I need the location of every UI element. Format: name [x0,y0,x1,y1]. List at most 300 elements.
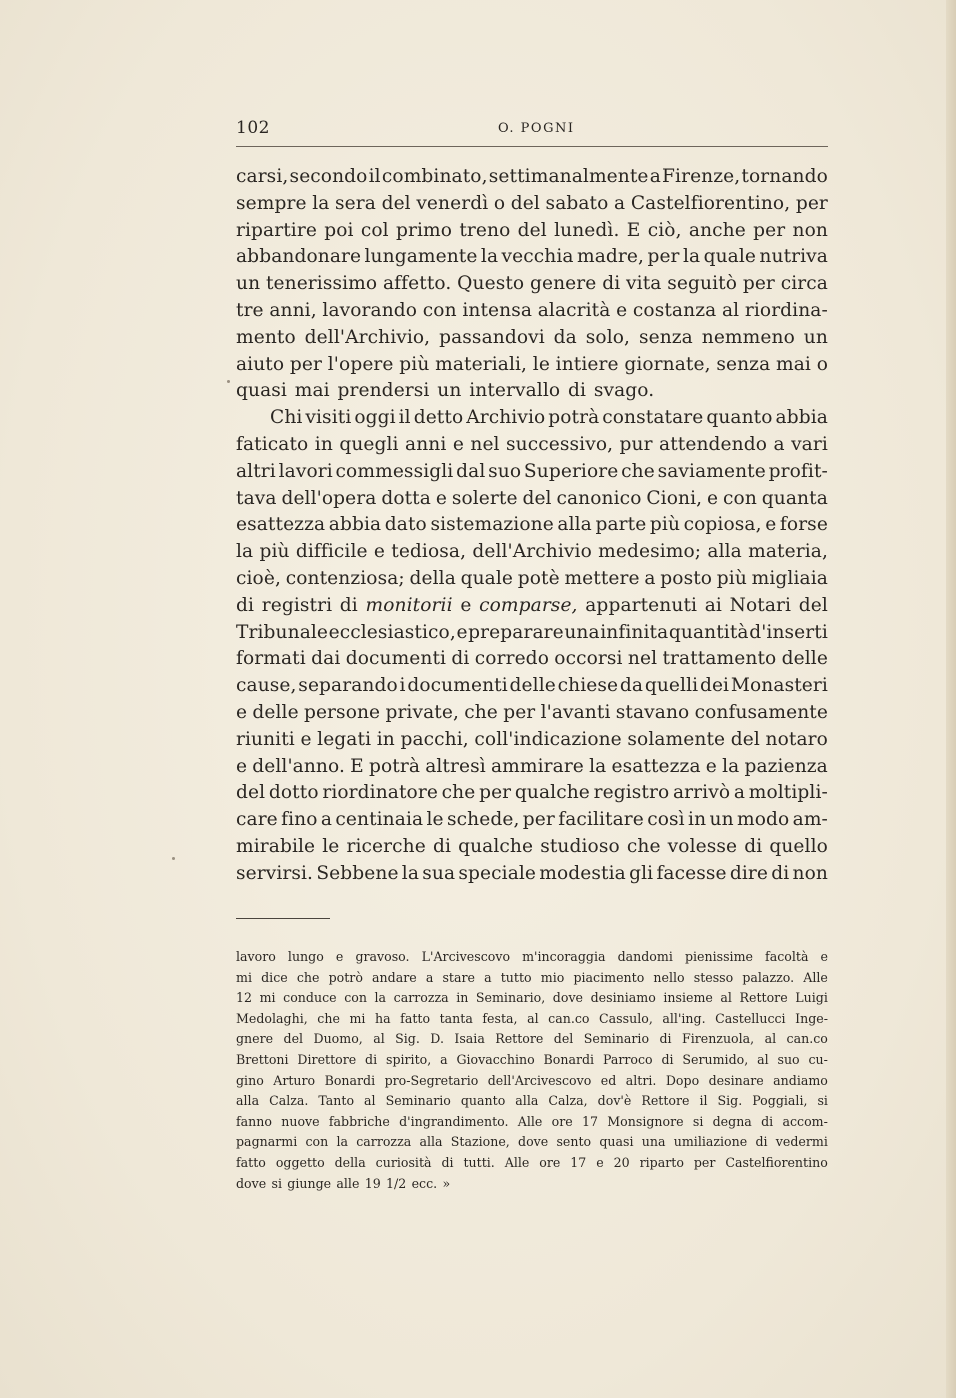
body-word: mirabile [236,835,316,857]
body-word: i [399,675,406,697]
body-word: giornate, [624,353,711,375]
footnote-word: carrozza [393,990,449,1006]
footnote-word: umiliazione [673,1134,748,1150]
footnote-line [236,1174,828,1195]
body-word: am- [792,809,828,831]
footnote-word: vedermi [775,1134,828,1150]
body-word: un [709,809,734,831]
footnote-word: dell'Arcivescovo [487,1072,592,1088]
footnote-word: pagnarmi [236,1134,298,1150]
body-word: e [236,701,248,723]
body-word: svago. [593,380,655,402]
footnote-word: suo [777,1051,800,1067]
body-word: che [626,835,661,857]
footnote-word: Luigi [795,990,828,1006]
footnote-word: stare [442,969,475,985]
body-line [236,432,828,459]
footnote-word: dove [236,1175,267,1191]
footnote-word: D. [430,1031,444,1047]
footnote-word: Alle [504,1154,530,1170]
body-word: esattezza [236,514,326,536]
body-word: vecchia [501,246,574,268]
body-word: circa [780,273,828,295]
footnote-word: tanta [439,1010,473,1026]
footnote-word: tutto [500,969,532,985]
body-word: lungamente [364,246,478,268]
body-word: e [452,433,464,455]
footnote-word: Isaia [454,1031,485,1047]
body-word: dei [699,675,730,697]
body-word: di [451,648,470,670]
footnote-word: al [720,990,732,1006]
body-word: da [619,675,644,697]
body-word: contenziosa; [285,567,405,589]
body-word: tornando [741,166,828,187]
body-word: una [564,621,600,643]
body-word: cause, [236,675,297,697]
body-word: dire [729,862,769,884]
footnote-word: la [336,1134,349,1150]
body-word: la [589,755,607,777]
body-word: arrivò [673,782,731,804]
body-word: coll'indicazione [474,728,622,750]
body-word: la [401,862,420,884]
body-word: solo, [585,326,631,348]
footnote-word: insieme [663,990,713,1006]
body-word: forse [779,514,828,536]
body-word: nutriva [759,246,828,268]
body-word: di [339,594,358,616]
body-line [236,164,828,191]
footnote-word: mi [259,990,276,1006]
body-word: e [460,594,472,616]
footnote-word: tutti. [463,1154,495,1170]
footnote-word: Arturo [273,1072,316,1088]
body-word: sistemazione [430,514,554,536]
footnote-word: Inge- [795,1010,828,1026]
footnote-word: Alle [517,1113,543,1129]
footnote-word: nuove [281,1113,320,1129]
body-word: più [399,353,430,375]
body-word: le [426,809,444,831]
body-word: mettere [564,567,640,589]
body-word: e [300,728,312,750]
footnote-word: Dopo [665,1072,700,1088]
body-word: saviamente [657,460,766,482]
body-word: dal [456,460,486,482]
body-word: nel [470,433,500,455]
body-word: confusamente [694,701,828,723]
body-word: potrà [369,755,421,777]
body-word: di [602,273,621,295]
body-word: alla [707,541,742,563]
body-line [236,218,828,245]
footnote-word: fatto [400,1010,431,1026]
footnote-word: L'Arcivescovo [421,949,511,964]
body-word: copiosa, [683,514,762,536]
body-word: occorsi [554,648,623,670]
body-line [236,646,828,673]
footnote-word: Sig. [717,1093,743,1109]
body-word: quello [769,835,828,857]
body-line [236,780,828,807]
body-word: del [730,728,760,750]
footnote-word: ecc. [411,1175,438,1191]
header-rule [236,146,828,147]
body-word: sua [422,862,456,884]
body-word: gli [629,862,654,884]
body-word: quegli [339,433,399,455]
footnote-word: conduce [283,990,337,1006]
footnote-word: al [364,1093,376,1109]
body-word: lavorando [322,299,418,321]
body-word: tre [236,299,264,321]
footnote-word: all'ing. [662,1010,706,1026]
body-word: ai [704,594,722,616]
footnote-word: alla [515,1093,539,1109]
footnote-word: Brettoni [236,1051,289,1067]
footnote-word: si [817,1093,828,1109]
footnote-word: con [344,990,367,1006]
body-word: stavano [615,701,690,723]
body-line [236,700,828,727]
footnote-word: facoltà [765,949,809,964]
footnote-word: can.co [786,1031,828,1047]
footnote-word: alla [419,1134,443,1150]
body-word: Castelfiorentino, [630,192,791,214]
body-word: tava [236,487,277,509]
body-line [236,459,828,486]
footnote-word: alla [236,1093,260,1109]
body-word: private, [385,701,459,723]
footnote-word: Bonardi [324,1072,376,1088]
footnote-word: di [755,1134,768,1150]
body-word: anche [688,219,746,241]
footnote-word: al [764,1031,777,1047]
body-word: anni [405,433,447,455]
footnote-word: mi [349,1010,366,1026]
body-word: affetto. [383,273,452,295]
body-word: per [795,192,828,214]
body-word: altresì [425,755,486,777]
body-word: o [816,353,828,375]
footnote-word: andiamo [773,1072,828,1088]
body-word: facesse [656,862,727,884]
body-line [236,861,828,888]
footnote-word: e [596,1154,604,1170]
body-word: qualche [458,835,534,857]
body-line [236,539,828,566]
footnote-word: di [365,1051,378,1067]
footnote-word: dove [552,990,584,1006]
body-word: studioso [540,835,620,857]
body-word: altri [236,460,276,482]
body-word: la [722,755,740,777]
body-word: attendendo [659,433,768,455]
body-word: esattezza [611,755,701,777]
body-word: corredo [474,648,549,670]
footnote-word: d'ingrandimento. [399,1113,509,1129]
body-word: dai [311,648,341,670]
footnote-word: Alle [803,969,828,985]
footnote-word: palazzo. [742,969,795,985]
body-word: genere [530,273,597,295]
body-word: Tribunale [236,621,329,643]
body-word: separando [298,675,398,697]
body-word: documenti [407,675,508,697]
footnote-word: Medolaghi, [236,1010,308,1026]
body-word: quelli [644,675,699,697]
footnote-word: potrò [328,969,363,985]
footnote-word: mi [236,969,252,985]
body-word: volesse [667,835,738,857]
body-word: la [236,541,254,563]
footnote-word: di [661,1051,674,1067]
footnote-word: gnere [236,1031,274,1047]
footnote-word: dov'è [597,1093,632,1109]
body-word: centinaia [335,809,424,831]
body-word: dell'opera [281,487,377,509]
body-word: lunedì. [554,219,620,241]
body-word: la [312,192,330,214]
body-word: per [479,782,512,804]
body-word: la [480,246,499,268]
body-word: per [522,809,555,831]
body-word: per [742,273,775,295]
footnote-word: Bonardi [543,1051,595,1067]
footnote-word: 19 [364,1175,381,1191]
body-word: o [493,192,506,214]
body-word: senza [716,353,771,375]
footnote-word: 1/2 [386,1175,407,1191]
body-line [236,754,828,781]
body-word: materia, [748,541,828,563]
footnote-word: gino [236,1072,264,1088]
body-line [236,807,828,834]
body-word: modo [736,809,790,831]
body-word: col [360,219,389,241]
body-line [236,352,828,379]
body-word: in [376,728,395,750]
footnote-word: 17 [570,1154,587,1170]
body-word: di [567,380,587,402]
body-word: detto [413,407,464,429]
body-word: nel [627,648,658,670]
body-word: alacrità [537,299,611,321]
footnote-word: 12 [236,990,253,1006]
footnote-word: del [553,1031,574,1047]
body-word: ricerche [346,835,426,857]
body-word: a [649,166,661,187]
body-word: delle [509,675,556,697]
body-word: in [688,809,707,831]
running-head: O. POGNI [498,121,575,136]
footnote-word: m'incoraggia [522,949,606,964]
body-word: da [553,326,577,348]
body-word: alla [557,514,592,536]
footnote-word: 20 [613,1154,630,1170]
body-word: delle [252,701,299,723]
footnote-word: ore [539,1154,561,1170]
body-word: documenti [345,648,447,670]
footnote-text [236,947,828,1194]
body-word: Chi [270,407,303,429]
footnote-word: Direttore [297,1051,357,1067]
body-word: e [707,487,719,509]
body-word: e [765,514,777,536]
body-line [236,405,828,432]
body-word: un [236,273,261,295]
body-word: del [510,192,540,214]
footnote-word: e [820,949,828,964]
page-edge-shadow [946,0,956,1398]
footnote-word: della [334,1154,366,1170]
body-word: sera [335,192,376,214]
footnote-word: oggetto [275,1154,325,1170]
body-word: quanto [706,407,773,429]
body-word: facilitare [558,809,644,831]
body-word: e [456,621,468,643]
footnote-word: la [374,990,387,1006]
body-word: moltipli- [748,782,828,804]
body-word: dotto [268,782,319,804]
body-word: solerte [451,487,518,509]
footnote-word: che [317,1010,340,1026]
body-word: infinita [600,621,669,643]
footnote-word: Calza, [548,1093,588,1109]
footnote-word: cu- [808,1051,828,1067]
body-word: e [236,755,248,777]
body-word: venerdì [416,192,489,214]
body-word: e [705,755,717,777]
body-word: preparare [468,621,564,643]
footnote-word: Firenzuola, [681,1031,755,1047]
body-word: schede, [447,809,520,831]
footnote-word: Calza. [269,1093,309,1109]
body-word: quantità [668,621,749,643]
body-line [236,298,828,325]
body-word: ecclesiastico, [328,621,456,643]
footnote-word: a [425,969,434,985]
body-word: abbia [328,514,382,536]
footnote-line [236,1071,828,1092]
body-word: l'avanti [540,701,611,723]
body-word: a [733,782,746,804]
footnote-word: can.co [548,1010,590,1026]
footnote-rule [236,918,330,919]
footnote-word: ore [551,1113,573,1129]
body-word: a [773,433,785,455]
body-word: Monasteri [730,675,828,697]
footnote-word: e [335,949,344,964]
body-word: intensa [462,299,533,321]
body-word: che [464,701,498,723]
body-word: quasi [236,380,287,402]
body-word: ammirare [490,755,584,777]
body-word: fino [281,809,318,831]
body-word: Archivio [466,407,546,429]
body-word: potè [517,567,560,589]
body-word: che [621,460,655,482]
body-word: a [320,809,333,831]
footnote-line [236,1050,828,1071]
footnote-word: riparto [639,1154,684,1170]
footnote-word: a [484,969,492,985]
body-word: del [517,219,547,241]
body-line [236,325,828,352]
body-word: per [753,219,786,241]
footnote-word: spirito, [385,1051,432,1067]
body-word: d'inserti [749,621,828,643]
footnote-word: si [692,1113,704,1129]
body-line [236,271,828,298]
footnote-word: lavoro [236,949,276,964]
footnote-word: una [641,1134,666,1150]
body-word: a [644,567,656,589]
body-word: E [350,755,364,777]
body-line [236,620,828,647]
body-word: commessigli [335,460,454,482]
body-word: care [236,809,278,831]
footnote-word: al [757,1051,769,1067]
body-word: Firenze, [662,166,741,187]
footnote-word: gravoso. [355,949,410,964]
footnote-word: di [659,1031,672,1047]
footnote-word: altri. [625,1072,657,1088]
body-word: Questo [457,273,525,295]
footnote-word: desiniamo [590,990,656,1006]
body-word: riordina- [744,299,828,321]
body-word: posto [660,567,713,589]
body-word: appartenuti [585,594,698,616]
body-word: dell'Archivio [472,541,592,563]
body-word: pazienza [744,755,828,777]
footnote-word: mio [540,969,565,985]
body-word: vari [791,433,828,455]
footnote-word: per [693,1154,716,1170]
footnote-word: Sig. [395,1031,420,1047]
body-word: formati [236,648,306,670]
body-word: del [798,594,828,616]
footnote-word: a [440,1051,448,1067]
body-word: intervallo [469,380,561,402]
body-word: passandovi [439,326,545,348]
body-word: del [522,487,552,509]
body-word: per [289,353,323,375]
body-word: vita [626,273,662,295]
body-word: ripartire [236,219,317,241]
body-word: solamente [627,728,726,750]
body-word: abbia [775,407,828,429]
body-word: aiuto [236,353,285,375]
footnote-word: fanno [236,1113,272,1129]
body-word: constatare [602,407,704,429]
body-word: della [409,567,456,589]
body-word: secondo [289,166,368,187]
footnote-word: di [761,1113,774,1129]
body-word: lavori [278,460,333,482]
body-word: dotta [381,487,431,509]
scan-speck [227,380,230,383]
body-word: notaro [765,728,828,750]
footnote-word: ed [600,1072,617,1088]
body-word: servirsi. [236,862,314,884]
body-word: dato [384,514,427,536]
body-word: le [532,353,550,375]
body-word: materiali, [435,353,528,375]
footnote-line [236,1132,828,1153]
body-word: chiese [557,675,619,697]
